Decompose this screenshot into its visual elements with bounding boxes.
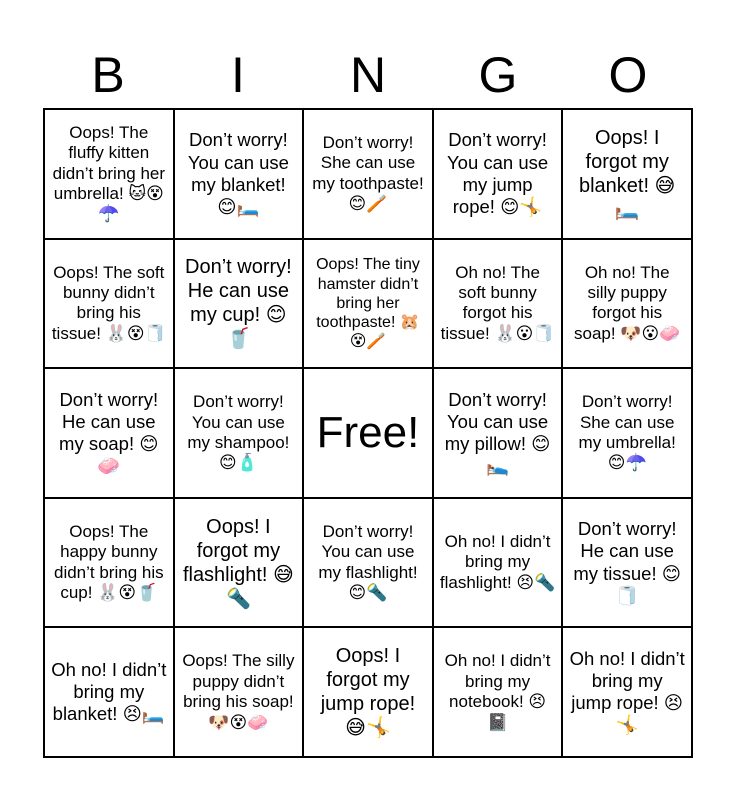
- bingo-cell[interactable]: [175, 499, 305, 629]
- header-letter-o: O: [608, 47, 648, 103]
- bingo-cell[interactable]: [434, 240, 564, 370]
- bingo-cell[interactable]: [563, 240, 693, 370]
- bingo-cell[interactable]: [45, 499, 175, 629]
- bingo-cell[interactable]: [434, 628, 564, 758]
- cell-text: Oh no! I didn’t bring my blanket! 😣🛏️: [51, 658, 167, 725]
- cell-text: Oops! I forgot my jump rope! 😅🤸: [320, 645, 416, 740]
- bingo-cell[interactable]: [563, 499, 693, 629]
- cell-text: Don’t worry! He can use my cup! 😊🥤: [185, 256, 292, 351]
- cell-text: Don’t worry! You can use my jump rope! 😊🤸: [447, 129, 549, 217]
- cell-text: Don’t worry! He can use my tissue! 😊🧻: [573, 518, 682, 606]
- header-letter-b: B: [91, 47, 125, 103]
- bingo-board: [43, 108, 693, 758]
- bingo-cell[interactable]: [175, 628, 305, 758]
- cell-text: Oops! The happy bunny didn’t bring his cup! 🐰😵🥤: [53, 521, 164, 602]
- bingo-cell[interactable]: [175, 110, 305, 240]
- cell-text: Oh no! The soft bunny forgot his tissue! 🐰😮🧻: [440, 262, 555, 343]
- bingo-cell[interactable]: [304, 499, 434, 629]
- bingo-cell[interactable]: [563, 628, 693, 758]
- header-letter-g: G: [478, 47, 518, 103]
- cell-text: Don’t worry! You can use my shampoo! 😊🧴: [187, 392, 290, 473]
- bingo-cell[interactable]: [175, 369, 305, 499]
- free-space-label: Free!: [316, 407, 420, 457]
- bingo-cell[interactable]: [304, 110, 434, 240]
- bingo-cell[interactable]: [45, 110, 175, 240]
- bingo-cell[interactable]: [175, 240, 305, 370]
- cell-text: Don’t worry! You can use my blanket! 😊🛏️: [187, 129, 289, 217]
- cell-text: Oh no! The silly puppy forgot his soap! 🐶😮🧼: [574, 262, 681, 343]
- bingo-cell[interactable]: [434, 369, 564, 499]
- bingo-cell[interactable]: [45, 240, 175, 370]
- bingo-cell[interactable]: [45, 628, 175, 758]
- cell-text: Oops! I forgot my blanket! 😅🛏️: [578, 126, 676, 221]
- bingo-cell[interactable]: [304, 240, 434, 370]
- cell-text: Oops! The fluffy kitten didn’t bring her umbrella! 🐱😵☂️: [52, 122, 166, 224]
- cell-text: Don’t worry! She can use my umbrella! 😊☂️: [578, 392, 676, 473]
- cell-text: Oops! I forgot my flashlight! 😅🔦: [182, 515, 294, 610]
- cell-text: Oops! The soft bunny didn’t bring his tissue! 🐰😵🧻: [51, 262, 166, 343]
- cell-text: Don’t worry! She can use my toothpaste! 😊🪥: [312, 133, 424, 214]
- cell-text: Don’t worry! You can use my pillow! 😊🛌: [444, 388, 551, 477]
- cell-text: Oops! The silly puppy didn’t bring his soap! 🐶😵🧼: [182, 651, 295, 732]
- bingo-header: [43, 44, 693, 106]
- cell-text: Don’t worry! You can use my flashlight! 😊🔦: [318, 521, 418, 602]
- cell-text: Oh no! I didn’t bring my notebook! 😣📓: [444, 651, 551, 732]
- bingo-cell[interactable]: [304, 628, 434, 758]
- header-letter-n: N: [349, 47, 387, 103]
- free-cell[interactable]: [304, 369, 434, 499]
- cell-text: Oh no! I didn’t bring my flashlight! 😣🔦: [439, 532, 556, 592]
- bingo-cell[interactable]: [434, 110, 564, 240]
- bingo-cell[interactable]: [563, 369, 693, 499]
- bingo-cell[interactable]: [563, 110, 693, 240]
- cell-text: Oh no! I didn’t bring my jump rope! 😣🤸: [569, 647, 685, 736]
- cell-text: Oops! The tiny hamster didn’t bring her toothpaste! 🐹😵🪥: [316, 256, 420, 351]
- header-letter-i: I: [231, 47, 245, 103]
- bingo-cell[interactable]: [45, 369, 175, 499]
- bingo-cell[interactable]: [434, 499, 564, 629]
- cell-text: Don’t worry! He can use my soap! 😊🧼: [59, 388, 159, 477]
